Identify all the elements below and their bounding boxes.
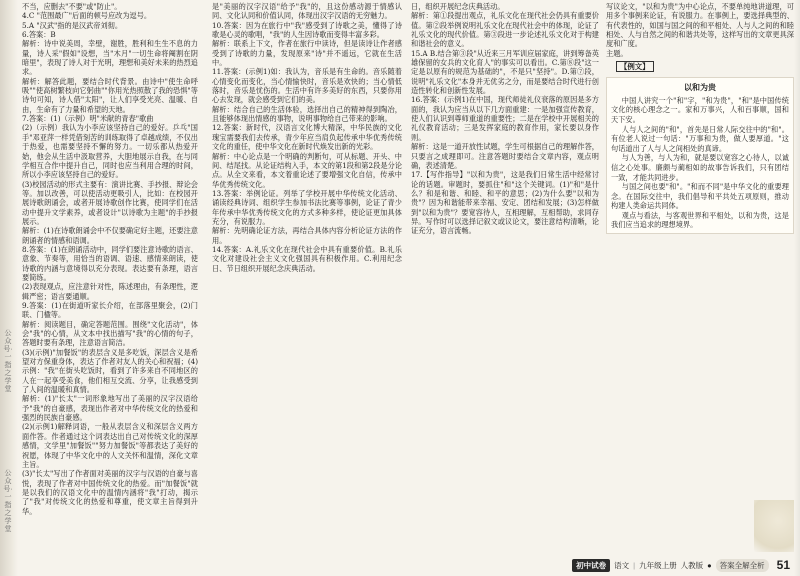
essay-paragraph: 观点与看法，与客观世界和平相处，以和为贵，这是我们应当追求的理想境界。 xyxy=(611,210,789,230)
col1-line: (2)(示例1)解释词语，一般从表层含义和深层含义两方面作答。作者通过这个词表达出自己对传统文化的深厚感情，文学里"加餐饭""努力加餐饭"等都表达了美好的祝愿，体现了中华文化中的人文关怀和温情，深化文章主旨。 xyxy=(22,422,198,469)
col2-line: 解析：联系上下文，作者在旅行中读诗，但是读诗让作者感受到了诗歌的力量，发现原来"诗"并不遥远，它就在生活中。 xyxy=(212,39,402,68)
col1-line: 解析：诗中说美周，幸壁，谢胜，胜利和生生不息的力量，诗人采"假如"设想，当"木月"一切生命将阉割在阴暗里"，表现了诗人对于光明，理想和美好未来的热烈追求。 xyxy=(22,39,198,77)
col4-line: 写议论文，"以和为贵"为中心论点，不要单纯地讲道理，可用多个事例来论证，有说服力。在事例上，要选择典型的、有代表性的，如国与国之间的和平相处、人与人之间的和睦相处、人与自然之间的和谐共处等，这样写出的文章更具深度和广度。 xyxy=(606,2,794,49)
essay-paragraph: 与国之间也要"和"。"和而不同"是中华文化的重要理念。在国际交往中，我们倡导和平共处五项原则，推动构建人类命运共同体。 xyxy=(611,182,789,211)
page-edge-shadow xyxy=(794,0,800,576)
footer-edition: 人教版 xyxy=(680,560,704,570)
col1-line: 解析：(1)在诗歌朗诵会中不仅要确定好主题，还要注意朗诵者的情感和语调。 xyxy=(22,226,198,245)
col3-line: 15.A B.结合第③段"从近来三月军训应届家庭，讲到筹备英雄保留的女兵的文化育人"的事实可以看出。C.第⑧段"这一定是以原有的规范为基础的"，不是只"坚持"。D.第⑦段，说明"礼乐文化"本身并无优劣之分，而是要结合时代进行创造性转化和创新性发展。 xyxy=(411,48,599,96)
col3-line: 解析：第①段提出观点，礼乐文化在现代社会仍具有重要价值。第②段举例说明礼乐文化在现代社会中的体现，论证了礼乐文化的现代价值。第③段进一步论述礼乐文化对于构建和谐社会的意义。 xyxy=(411,11,599,49)
col1-line: 不当，应删去"不要"或"防止"。 xyxy=(22,2,122,11)
page-number: 51 xyxy=(776,558,790,572)
col1-line: 8.答案：(1)在朗诵活动中，同学们要注意诗歌的语言、意象、节奏等，用恰当的语调、语速、感情来朗读，使诗歌的内涵与意境得以充分表现。表达要有条理，语言要简练。 xyxy=(22,244,198,282)
essay-title: 以和为贵 xyxy=(684,82,716,93)
footer-divider: | xyxy=(633,560,636,570)
col2-line: 解析：中心论点是一个明确的判断句，可从标题、开头、中间、结尾找。从论证结构入手，本文的第1段和第2段是分论点。从全文来看，本文着重论述了要增强文化自信，传承中华优秀传统文化。 xyxy=(212,151,402,189)
spine-label-top: 公众号·一指之学堂 xyxy=(3,330,13,393)
spine-label-bottom: 公众号·一指之学堂 xyxy=(3,470,13,533)
col4-line: 主题。 xyxy=(606,48,628,58)
brand-logo: 初中试卷 xyxy=(572,559,610,572)
answer-column-2 xyxy=(212,2,402,550)
circle-icon: ● xyxy=(707,560,712,570)
col2-line: 12.答案：新时代，汉语言文化博大精深，中华民族的文化瑰宝需要我们去传承，青少年应当肩负起传承中华优秀传统文化的重任，使中华文化在新时代焕发出新的光彩。 xyxy=(212,123,402,152)
col1-line: 6.答案：B xyxy=(22,30,56,40)
col1-line: (3)"长太"写出了作者面对美丽的汉字与汉语的自豪与喜悦，表现了作者对中国传统文化的热爱。而"加餐饭"就是以我们的汉语文化中的温情内涵将"我"打动，揭示了"我"对传统文化的热爱和尊重，使文章主旨得到升华。 xyxy=(22,469,198,516)
footer-subject: 语文 xyxy=(614,560,630,570)
col1-line: (3)校园活动的形式主要有：演讲比赛、手抄报、辩论会等。加以改善，可以使活动更吸引人，比如：在校园开展诗歌朗诵会，或者开展诗歌创作比赛，使同学们在活动中提升文学素养，或者设计"以诗歌为主题"的手抄报展示。 xyxy=(22,179,198,226)
example-label: 【例文】 xyxy=(616,61,654,72)
col1-line: (2)表现观点，应注意针对性，陈述理由，有条理性，逻辑严密；语言要通顺。 xyxy=(22,282,198,301)
col2-line: 10.答案：因为在旅行中"我"感受到了诗歌之美，懂得了诗歌是心灵的歌唱，"我"的人生因诗歌而变得丰富多彩。 xyxy=(212,20,402,40)
col3-line: 解析：这是一道开放性试题，学生可根据自己的理解作答，只要言之成理即可。注意答题时要结合文章内容，观点明确，表述清楚。 xyxy=(411,142,599,170)
col1-line: 解析：解答此题，要结合时代背景。由诗中"使生命呼吸""使高树繁枝向它躬曲""你用光热照散了我的恐惧"等诗句可知，诗人借"太阳"，让人们享受光亮、温暖、自由，生命有了力量和希望的天地。 xyxy=(22,76,198,114)
col2-line: 13.答案：举例论证。列举了学校开展中华传统文化活动、诵读经典诗词、组织学生参加书法比赛等事例，论证了青少年传承中华优秀传统文化的方式多种多样，使论证更加具体充分，有说服力。 xyxy=(212,188,402,226)
answer-column-4 xyxy=(606,2,794,510)
col1-line: 9.答案：(1)在街道听家长介绍，在部落里聚会，(2)门联、门楹等。 xyxy=(22,301,198,320)
essay-paragraph: 人与人之间的"和"，首先是日常人际交往中的"和"。有位老人说过一句话："万事和为贵，做人要厚道。"这句话道出了人与人之间相处的真谛。 xyxy=(611,124,789,153)
col3-line: 17.【写作指导】"以和为贵"，这是我们日常生活中经常讨论的话题。审题时，要抓住"和"这个关键词。(1)"和"是什么？和是和谐、和睦、和平的意思；(2)为什么要"以和为贵"？因为和谐能带来幸福、安定、团结和发展；(3)怎样做到"以和为贵"？要宽容待人，互相理解，互相帮助，求同存异。写作时可以选择记叙文或议论文，要注意结构清晰，论证充分，语言流畅。 xyxy=(411,170,599,236)
col2-line: 解析：结合自己的生活体验，选择出自己的精神得到陶冶，且能够体现出情感的事物，说明事物给自己带来的影响。 xyxy=(212,104,402,124)
corner-watermark xyxy=(754,500,794,552)
col1-line: 解析：(1)"长太"一词形象地写出了美丽的汉字汉语给予"我"的自豪感，表现出作者对中华传统文化的热爱和强烈的民族自豪感。 xyxy=(22,394,198,423)
answer-column-3 xyxy=(411,2,599,550)
col1-line: 5.A "汉武"指的是汉武帝刘彻。 xyxy=(22,20,123,30)
col1-line: 4.C "范围最广"后面的顿号应改为逗号。 xyxy=(22,11,152,21)
col3-line: 16.答案：(示例1)在中国，现代师徒礼仪衰落的原因是多方面的，我认为应当从以下几方面重建：一是加强宣传教育，使人们认识到尊师重道的重要性；二是在学校中开展相关的礼仪教育活动；三是发挥家庭的教育作用，家长要以身作则。 xyxy=(411,95,599,142)
answer-column-1 xyxy=(22,2,198,554)
col1-line: 7.答案：(1)（示例）明"米献的青春"歌曲 xyxy=(22,114,154,124)
col2-line: 14.答案：A.礼乐文化在现代社会中具有重要价值。B.礼乐文化对建设社会主义文化强国具有积极作用。C.利用纪念日、节日组织开展纪念庆典活动。 xyxy=(212,244,402,273)
col1-line: 解析：阅读题目，确定答题范围。围绕"文化活动"，体会"我"的心情，从文本中找出描写"我"的心情的句子，答题时要有条理，注意语言简洁。 xyxy=(22,319,198,348)
essay-paragraph: 中国人讲究一个"和"字，"和为贵"，"和"是中国传统文化的核心理念之一。家和万事兴，人和百事顺，国和天下安。 xyxy=(611,95,789,124)
sample-essay xyxy=(606,77,794,234)
col1-line: (3)(示例)"加餐饭"的表层含义是多吃饭，深层含义是希望对方保重身体，表达了作者对友人的关心和祝福；(4)示例："我"在街头吃饭时，看到了许多来自不同地区的人在一起享受美食，他们相互交流、分享，让我感受到了人间的温暖和真情。 xyxy=(22,347,198,395)
footer-grade: 九年级上册 xyxy=(639,560,677,570)
book-spine xyxy=(0,0,18,576)
page-footer xyxy=(572,558,790,572)
col2-line: 解析：先明确论证方法，再结合具体内容分析论证方法的作用。 xyxy=(212,226,402,245)
col1-line: (2)（示例）我认为小李应该坚持自己的爱好。乒乓"国手"邓亚萍一样凭借刻苦的训练取得了卓越成绩，不仅出于热爱，也需要坚持不懈的努力。一切乐都从热爱开始，他会从生活中汲取营养，大胆地展示自我，在与同学相互合作中提升自己，同时也应当利用合理的时间，所以小李应该坚持自己的爱好。 xyxy=(22,123,198,180)
col2-line: 11.答案：(示例1)如：我认为，音乐是有生命的。音乐随着心情变化而变化，当心情愉快时，音乐是欢快的；当心情低落时，音乐是忧伤的。生活中有许多美好的东西，只要你用心去发现，就会感受到它们的美。 xyxy=(212,67,402,105)
col2-line: 是"美丽的汉字汉语"给予"我"的，且这份感动源于情感认同、文化认同和价值认同，体现出汉字汉语的无穷魅力。 xyxy=(212,2,402,21)
col3-line: 日，组织开展纪念庆典活动。 xyxy=(411,2,505,11)
footer-answer-label: 答案全解全析 xyxy=(716,559,769,572)
essay-paragraph: 与人为善，与人为和，就是要以宽容之心待人，以诚信之心处事。廉颇与蔺相如的故事告诉我们，只有团结一致，才能共同进步。 xyxy=(611,153,789,182)
